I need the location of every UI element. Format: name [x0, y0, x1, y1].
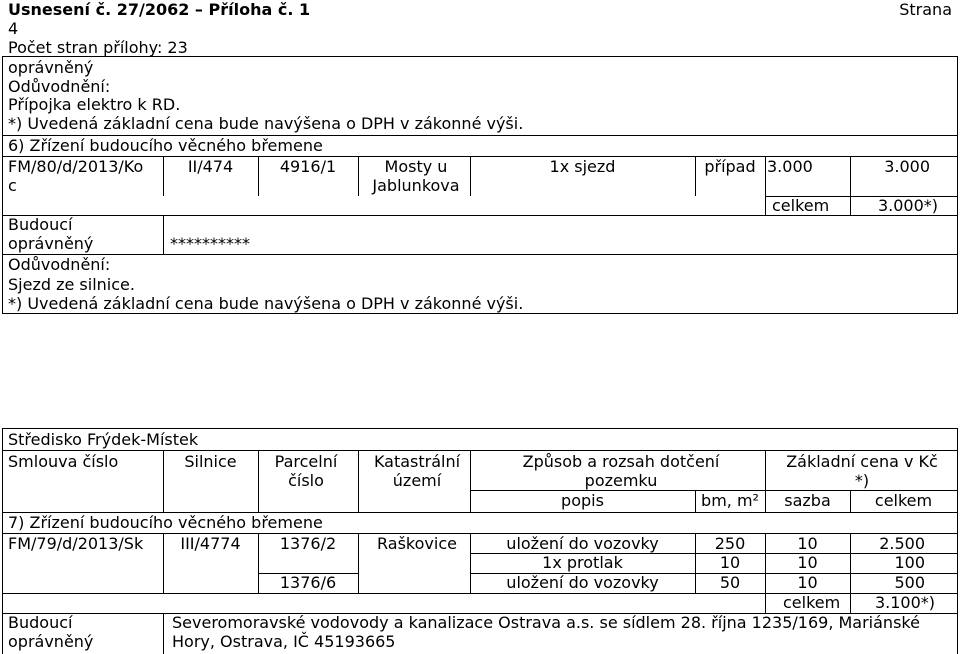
- record-7-row-3-rate: 10: [797, 573, 818, 592]
- record-7-row-3-parcel: 1376/6: [279, 573, 337, 592]
- record-7-row-2-total: 100: [894, 553, 925, 572]
- cell-border: [163, 613, 164, 654]
- record-6-unit: případ: [704, 157, 756, 176]
- record-7-sum-label: celkem: [783, 593, 841, 612]
- cell-border: [358, 533, 359, 593]
- row-divider: [2, 254, 958, 255]
- record-6-reason-text: Sjezd ze silnice.: [8, 275, 135, 294]
- record-6-reason-label: Odůvodnění:: [8, 255, 111, 274]
- record-7-row-3-total: 500: [894, 573, 925, 592]
- record-7-heading: 7) Zřízení budoucího věcného břemene: [8, 513, 323, 532]
- record-6-rate: 3.000: [767, 157, 813, 176]
- prev-reason-text: Přípojka elektro k RD.: [8, 95, 181, 114]
- record-6-heading: 6) Zřízení budoucího věcného břemene: [8, 136, 323, 155]
- row-divider: [2, 215, 958, 216]
- page-label: Strana: [899, 0, 952, 19]
- record-7-row-1-quantity: 250: [714, 534, 746, 553]
- record-7-row-1-description: uložení do vozovky: [506, 534, 659, 553]
- record-6-contract: FM/80/d/2013/Koc: [8, 157, 144, 195]
- column-header-total: celkem: [874, 491, 933, 510]
- cell-border: [765, 196, 766, 215]
- prev-beneficiary-label: oprávněný: [8, 58, 94, 77]
- column-header-price: Základní cena v Kč *): [786, 452, 938, 490]
- record-7-row-2-rate: 10: [797, 553, 818, 572]
- record-6-road: II/474: [187, 157, 234, 176]
- record-7-contract: FM/79/d/2013/Sk: [8, 534, 144, 553]
- column-header-road: Silnice: [184, 452, 237, 471]
- page-count: Počet stran přílohy: 23: [8, 38, 188, 57]
- row-divider: [2, 450, 958, 451]
- column-header-parcel: Parcelní číslo: [274, 452, 338, 490]
- record-6-parcel: 4916/1: [279, 157, 337, 176]
- cell-border: [163, 215, 164, 254]
- column-header-quantity: bm, m²: [701, 491, 759, 510]
- record-7-row-1-parcel: 1376/2: [279, 534, 337, 553]
- record-6-beneficiary: **********: [170, 234, 250, 253]
- record-6-cadastral-area: Mosty u Jablunkova: [372, 157, 460, 195]
- column-header-contract: Smlouva číslo: [8, 452, 119, 471]
- cell-border: [358, 156, 359, 196]
- section-center-title: Středisko Frýdek-Místek: [8, 430, 199, 449]
- record-7-sum: 3.100*): [874, 593, 935, 612]
- record-7-beneficiary-label: Budoucí oprávněný: [8, 613, 94, 651]
- record-7-row-1-cadastral-area: Raškovice: [377, 534, 457, 553]
- resolution-title: Usnesení č. 27/2062 – Příloha č. 1: [8, 0, 311, 19]
- record-7-row-3-description: uložení do vozovky: [506, 573, 659, 592]
- cell-border: [358, 450, 359, 512]
- cell-border: [765, 593, 766, 613]
- record-6-beneficiary-label: Budoucí oprávněný: [8, 215, 94, 253]
- prev-vat-note: *) Uvedená základní cena bude navýšena o DPH v zákonné výši.: [8, 114, 524, 133]
- record-6-total: 3.000: [884, 157, 930, 176]
- record-6-sum-label: celkem: [772, 196, 830, 215]
- record-7-beneficiary: Severomoravské vodovody a kanalizace Ostrava a.s. se sídlem 28. října 1235/169, Mariánské Hory, Ostrava, IČ 45193665: [172, 613, 920, 651]
- record-7-row-3-quantity: 50: [719, 573, 741, 592]
- record-7-row-1-rate: 10: [797, 534, 818, 553]
- record-7-row-2-quantity: 10: [719, 553, 741, 572]
- record-7-road: III/4774: [180, 534, 241, 553]
- column-header-rate: sazba: [784, 491, 831, 510]
- column-header-cadastral-area: Katastrální území: [373, 452, 461, 490]
- page-number: 4: [8, 19, 19, 38]
- record-6-description: 1x sjezd: [549, 157, 616, 176]
- record-6-sum: 3.000*): [877, 196, 938, 215]
- column-header-extent: Způsob a rozsah dotčení pozemku: [522, 452, 720, 490]
- column-header-description: popis: [561, 491, 604, 510]
- record-7-row-2-description: 1x protlak: [542, 553, 623, 572]
- prev-reason-label: Odůvodnění:: [8, 77, 111, 96]
- cell-border: [765, 156, 766, 196]
- cell-border: [258, 450, 259, 512]
- record-7-row-1-total: 2.500: [879, 534, 925, 553]
- record-6-vat-note: *) Uvedená základní cena bude navýšena o DPH v zákonné výši.: [8, 294, 524, 313]
